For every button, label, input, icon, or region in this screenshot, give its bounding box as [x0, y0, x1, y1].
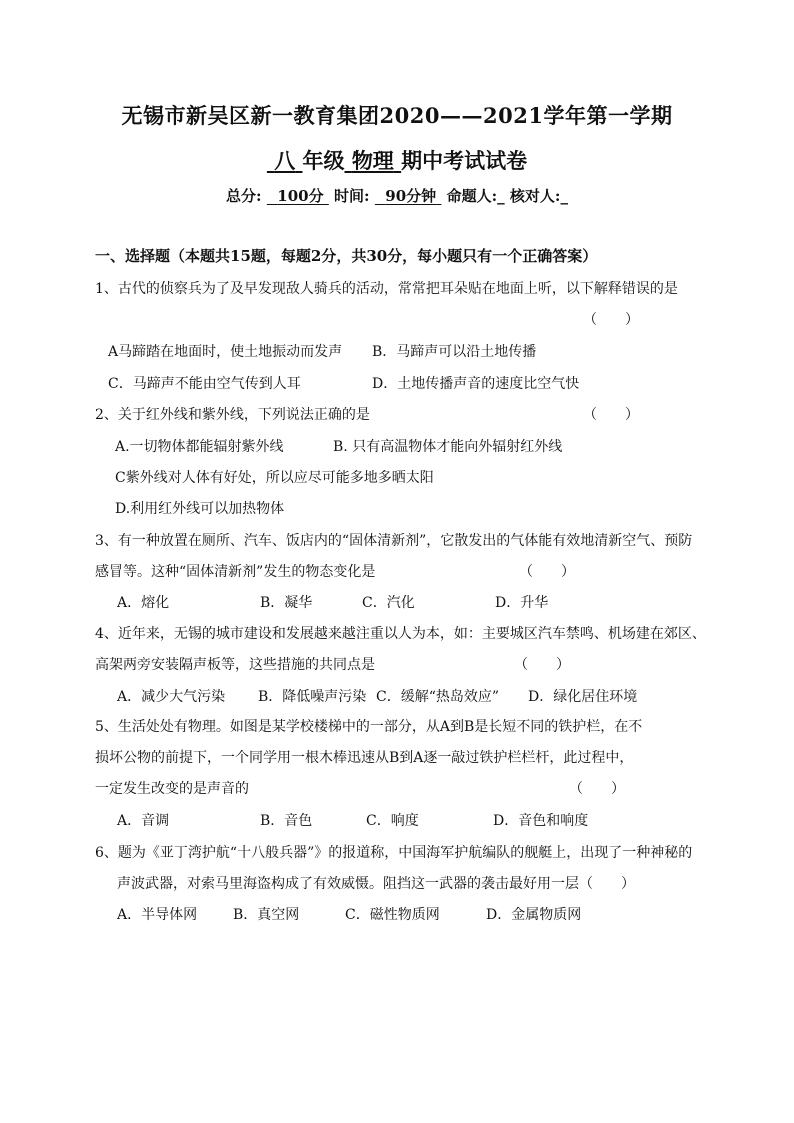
total-label: 总分: — [226, 187, 262, 205]
q4-stem-line2: 高架两旁安装隔声板等，这些措施的共同点是 — [95, 657, 375, 673]
total-value: 100分 — [277, 187, 324, 205]
exam-title-text: 期中考试试卷 — [401, 148, 528, 173]
q4-option-c: C．缓解“热岛效应” — [376, 689, 500, 705]
exam-title — [0, 145, 794, 175]
q3-stem-line2: 感冒等。这种“固体清新剂”发生的物态变化是 — [95, 564, 376, 580]
grade-value: 八 — [274, 148, 296, 173]
q2-option-b: B. 只有高温物体才能向外辐射红外线 — [333, 439, 563, 455]
time-label: 时间: — [334, 187, 370, 205]
q3-stem-line1: 3、有一种放置在厕所、汽车、饭店内的“固体清新剂”，它散发出的气体能有效地清新空气、预防 — [95, 533, 693, 549]
q1-stem: 1、古代的侦察兵为了及早发现敌人骑兵的活动，常常把耳朵贴在地面上听，以下解释错误的是 — [95, 281, 678, 297]
q2-answer-paren: （ ） — [583, 407, 639, 423]
q4-stem-line1: 4、近年来，无锡的城市建设和发展越来越注重以人为本，如：主要城区汽车禁鸣、机场建在郊区、 — [95, 626, 706, 642]
grade-suffix: 年级 — [302, 148, 345, 173]
school-title: 无锡市新吴区新一教育集团2020——2021学年第一学期 — [121, 103, 673, 128]
q4-answer-paren: （ ） — [514, 657, 570, 673]
section-heading: 一、选择题（本题共15题，每题2分，共30分，每小题只有一个正确答案） — [95, 247, 598, 265]
q2-option-a: A.一切物体都能辐射紫外线 — [115, 439, 284, 455]
q5-option-d: D．音色和响度 — [493, 813, 589, 829]
q3-option-a: A．熔化 — [117, 595, 170, 611]
exam-meta — [0, 185, 794, 206]
q5-answer-paren: （ ） — [569, 781, 625, 797]
q4-option-b: B．降低噪声污染 — [258, 689, 367, 705]
q4-option-d: D．绿化居住环境 — [528, 689, 638, 705]
checker-label: 核对人:_ — [509, 187, 568, 205]
q6-stem-line1: 6、题为《亚丁湾护航“十八般兵器”》的报道称，中国海军护航编队的舰艇上，出现了一种神秘的 — [95, 845, 693, 861]
q3-option-d: D．升华 — [495, 595, 549, 611]
q5-stem-line2: 损坏公物的前提下，一个同学用一根木棒迅速从B到A逐一敲过铁护栏栏杆，此过程中， — [95, 750, 634, 766]
q5-option-a: A．音调 — [117, 813, 170, 829]
q1-answer-paren: （ ） — [583, 312, 639, 328]
q3-option-c: C．汽化 — [362, 595, 415, 611]
q6-option-a: A．半导体网 — [117, 907, 198, 923]
q6-option-c: C．磁性物质网 — [345, 907, 440, 923]
q2-option-c: C紫外线对人体有好处，所以应尽可能多地多晒太阳 — [115, 470, 434, 486]
q2-option-d: D.利用红外线可以加热物体 — [115, 501, 285, 517]
author-label: 命题人:_ — [446, 187, 505, 205]
q5-stem-line1: 5、生活处处有物理。如图是某学校楼梯中的一部分，从A到B是长短不同的铁护栏，在不 — [95, 719, 643, 735]
q5-option-b: B．音色 — [260, 813, 313, 829]
q3-option-b: B．凝华 — [260, 595, 313, 611]
q6-option-b: B．真空网 — [233, 907, 300, 923]
q1-option-b: B．马蹄声可以沿土地传播 — [372, 344, 537, 360]
q6-stem-line2: 声波武器，对索马里海盗构成了有效威慑。阻挡这一武器的袭击最好用一层（ ） — [117, 876, 635, 892]
subject-value: 物理 — [351, 148, 394, 173]
q5-option-c: C．响度 — [366, 813, 419, 829]
time-value: 90分钟 — [385, 187, 437, 205]
q2-stem: 2、关于红外线和紫外线，下列说法正确的是 — [95, 407, 370, 423]
q4-option-a: A．减少大气污染 — [117, 689, 226, 705]
q1-option-d: D．土地传播声音的速度比空气快 — [372, 376, 580, 392]
q1-option-a: A马蹄踏在地面时，使土地振动而发声 — [108, 344, 343, 360]
q3-answer-paren: （ ） — [519, 564, 575, 580]
q5-stem-line3: 一定发生改变的是声音的 — [95, 781, 249, 797]
q6-option-d: D．金属物质网 — [486, 907, 582, 923]
q1-option-c: C．马蹄声不能由空气传到人耳 — [108, 376, 301, 392]
